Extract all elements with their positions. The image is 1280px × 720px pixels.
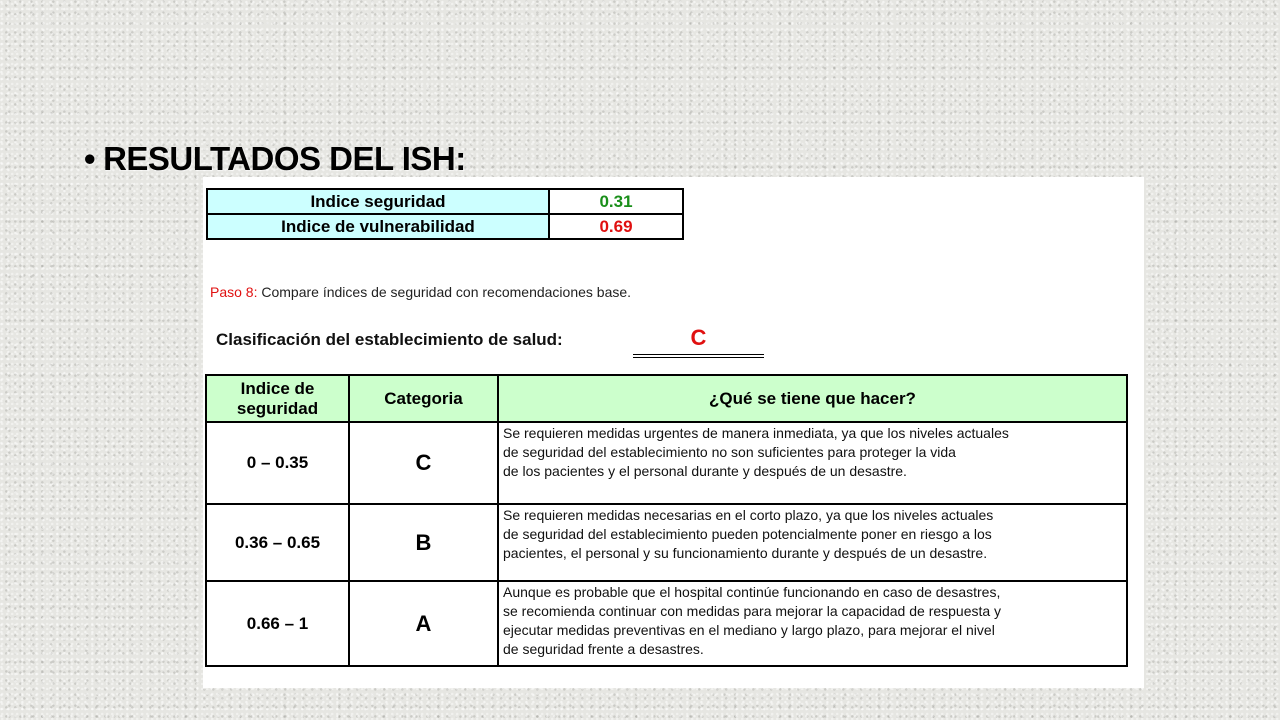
classification-underline xyxy=(633,354,764,358)
classification-label: Clasificación del establecimiento de salud: xyxy=(216,330,563,349)
description-line: Aunque es probable que el hospital continúe funcionando en caso de desastres, xyxy=(503,584,1001,600)
column-header-index: Indice de seguridad xyxy=(206,375,349,422)
category-cell: B xyxy=(349,504,498,581)
column-header-category: Categoria xyxy=(349,375,498,422)
description-line: de seguridad del establecimiento pueden potencialmente poner en riesgo a los xyxy=(503,526,992,542)
step-label: Paso 8: xyxy=(210,284,258,300)
bullet-icon: • xyxy=(84,140,96,177)
table-row xyxy=(206,422,1127,504)
column-header-action: ¿Qué se tiene que hacer? xyxy=(498,375,1127,422)
range-cell: 0.66 – 1 xyxy=(206,581,349,666)
description-line: de seguridad del establecimiento no son suficientes para proteger la vida xyxy=(503,444,956,460)
description-line: de seguridad frente a desastres. xyxy=(503,641,704,657)
index-value: 0.69 xyxy=(549,214,683,239)
slide-title-text: RESULTADOS DEL ISH: xyxy=(103,140,466,177)
index-value: 0.31 xyxy=(549,189,683,214)
description-line: ejecutar medidas preventivas en el mediano y largo plazo, para mejorar el nivel xyxy=(503,622,995,638)
range-cell: 0.36 – 0.65 xyxy=(206,504,349,581)
table-row xyxy=(206,504,1127,581)
results-panel xyxy=(203,177,1144,688)
slide-title xyxy=(84,140,466,178)
table-header-row xyxy=(206,375,1127,422)
description-cell xyxy=(498,581,1127,666)
step-instruction xyxy=(210,284,631,300)
index-label: Indice de vulnerabilidad xyxy=(207,214,549,239)
description-cell xyxy=(498,504,1127,581)
step-text: Compare índices de seguridad con recomendaciones base. xyxy=(257,284,632,300)
classification-value: C xyxy=(690,325,707,350)
index-row-vulnerability xyxy=(207,214,683,239)
description-cell xyxy=(498,422,1127,504)
category-cell: A xyxy=(349,581,498,666)
index-row-security xyxy=(207,189,683,214)
description-line: pacientes, el personal y su funcionamiento durante y después de un desastre. xyxy=(503,545,988,561)
range-cell: 0 – 0.35 xyxy=(206,422,349,504)
description-line: Se requieren medidas urgentes de manera inmediata, ya que los niveles actuales xyxy=(503,425,1009,441)
index-label: Indice seguridad xyxy=(207,189,549,214)
description-line: se recomienda continuar con medidas para mejorar la capacidad de respuesta y xyxy=(503,603,1002,619)
table-row xyxy=(206,581,1127,666)
description-line: Se requieren medidas necesarias en el corto plazo, ya que los niveles actuales xyxy=(503,507,994,523)
category-cell: C xyxy=(349,422,498,504)
description-line: de los pacientes y el personal durante y después de un desastre. xyxy=(503,463,907,479)
index-summary-table xyxy=(206,188,684,240)
category-table xyxy=(205,374,1128,667)
